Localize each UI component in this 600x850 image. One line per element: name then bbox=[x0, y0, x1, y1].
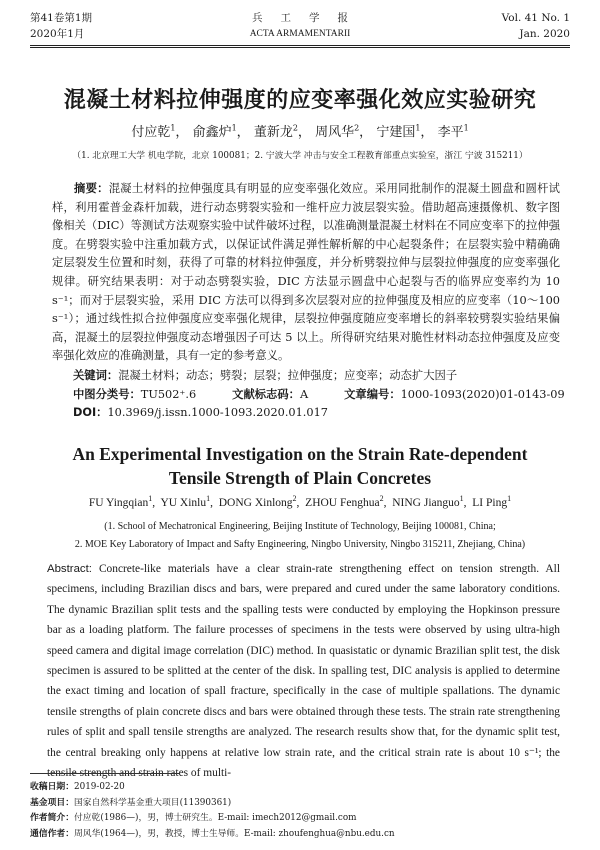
author: FU Yingqian$^1$ bbox=[88, 494, 153, 509]
footnote-received: 收稿日期：2019-02-20 bbox=[30, 782, 125, 792]
classification-line bbox=[73, 386, 565, 404]
articleno-value: 1000-1093(2020)01-0143-09 bbox=[400, 388, 565, 401]
affiliation-en-2: 2. MOE Key Laboratory of Impact and Safty Engineering, Ningbo University, Ningbo 315211, Zhejiang, China) bbox=[74, 539, 526, 550]
title-en bbox=[0, 442, 600, 490]
doccode-label: 文献标志码： bbox=[232, 388, 300, 401]
affiliation-en-1: (1. School of Mechatronical Engineering, Beijing Institute of Technology, Beijing 100081, China; bbox=[104, 521, 496, 532]
author: 李平$^1$ bbox=[437, 123, 469, 140]
author: ZHOU Fenghua$^2$ bbox=[305, 494, 384, 509]
journal-name-en: ACTA ARMAMENTARII bbox=[249, 29, 351, 39]
author: 董新龙$^2$ bbox=[253, 123, 298, 140]
authors-zh: 付应乾$^1$， 俞鑫炉$^1$， 董新龙$^2$， 周风华$^2$， 宁建国$^1$， 李平$^1$ bbox=[131, 123, 469, 140]
abstract-text-zh: 混凝土材料的拉伸强度具有明显的应变率强化效应。采用同批制作的混凝土圆盘和圆杆试样，利用霍普金森杆加载，进行动态劈裂实验和一维杆应力波层裂实验。借助超高速摄像机、数字图像相关（DIC）等测试方法观察实验中试件破坏过程，以准确测量混凝土材料在不同应变率下的拉伸强度。在劈裂实验中注重加载方式，以保证试件满足弹性解析解的中心起裂条件；在层裂实验中精确确定层裂发生位置和时刻，获得了可靠的材料拉伸强度，并分析劈裂拉伸与层裂拉伸强度的应变率强化规律。研究结果表明：对于动态劈裂实验，DIC 方法显示圆盘中心起裂与否的临界应变率约为 10 s⁻¹；而对于层裂实验，采用 DIC 方法可以得到多次层裂对应的拉伸强度及相应的应变率（10～100 s⁻¹）；通过线性拟合拉伸强度应变率强化规律，层裂拉伸强度随应变率增长的斜率较劈裂实验结果偏高，混凝土的层裂拉伸强度动态增强因子可达 5 以上。所得研究结果对脆性材料动态拉伸强度及应变率强化效应的准确测量，具有一定的参考意义。 bbox=[52, 182, 560, 363]
footnote-author: 作者简介：付应乾(1986—)，男，博士研究生。E-mail: imech2012@gmail.com bbox=[30, 813, 357, 823]
doccode-value: A bbox=[299, 388, 309, 401]
running-header bbox=[30, 10, 570, 44]
issue-date: 2020年1月 bbox=[30, 28, 85, 40]
header-rule bbox=[30, 45, 570, 46]
author: 俞鑫炉$^1$ bbox=[192, 123, 237, 140]
clc-value: TU502⁺.6 bbox=[140, 388, 197, 401]
clc-label: 中图分类号： bbox=[73, 388, 141, 401]
abstract-label-en: Abstract: bbox=[47, 563, 92, 575]
keywords-zh bbox=[73, 367, 560, 385]
articleno-label: 文章编号： bbox=[344, 388, 401, 401]
journal-name-zh: 兵工学报 bbox=[252, 12, 366, 24]
abstract-label-zh: 摘要： bbox=[74, 182, 109, 195]
journal-name bbox=[30, 10, 570, 42]
affiliation-zh: （1. 北京理工大学 机电学院，北京 100081；2. 宁波大学 冲击与安全工程教育部重点实验室，浙江 宁波 315211） bbox=[72, 151, 528, 161]
author: NING Jianguo$^1$ bbox=[392, 494, 464, 509]
author: DONG Xinlong$^2$ bbox=[218, 494, 297, 509]
footnotes bbox=[30, 780, 570, 842]
author: 宁建国$^1$ bbox=[376, 123, 421, 140]
abstract-zh bbox=[52, 180, 560, 366]
keywords-text: 混凝土材料；动态；劈裂；层裂；拉伸强度；应变率；动态扩大因子 bbox=[118, 369, 458, 382]
volume-issue: 第41卷第1期 bbox=[30, 12, 93, 24]
abstract-en bbox=[47, 559, 560, 783]
author: YU Xinlu$^1$ bbox=[160, 494, 211, 509]
author: 周风华$^2$ bbox=[315, 123, 360, 140]
keywords-label: 关键词： bbox=[73, 369, 119, 382]
title-zh: 混凝土材料拉伸强度的应变率强化效应实验研究 bbox=[63, 87, 537, 113]
title-en-line1: An Experimental Investigation on the Strain Rate-dependent bbox=[72, 444, 528, 464]
author: LI Ping$^1$ bbox=[472, 494, 512, 509]
doi-value: 10.3969/j.issn.1000-1093.2020.01.017 bbox=[107, 406, 328, 419]
doi-label: DOI： bbox=[73, 406, 108, 419]
issue-date-en: Jan. 2020 bbox=[519, 28, 570, 40]
affiliation-en bbox=[0, 518, 600, 554]
abstract-text-en: Concrete-like materials have a clear strain-rate strengthening effect on tension strength. All specimens, including Brazilian discs and bars, were prepared and cured under the same laboratory conditions. The dynamic Brazilian split tests and the spalling tests were conducted by employing the Hopkinson pressure bar as a loading platform. The failure processes of specimens in the tests were observed by using ultra-high speed camera and digital image correlation (DIC) method. In quasistatic or dynamic Brazilian split test, the disk specimen is assured to be splitted at the center of the disk. In spalling test, DIC analysis is applied to determine the exact timing and location of spall fracture, specifically in the case of multiple spallations. The dynamic tensile strengths of plain concrete discs and bars were obtained through these tests. The strain rate strengthening rules of split and spall tensile strengths are analyzed. The research results show that, for the dynamic split test, the central breaking only happens at relative low strain rate, and the critical strain rate is about 10 s⁻¹; the tensile strength and strain rates of multi- bbox=[47, 563, 560, 780]
footnote-funding: 基金项目：国家自然科学基金重大项目(11390361) bbox=[30, 797, 232, 808]
header-rule-thin bbox=[30, 47, 570, 48]
volume-issue-en: Vol. 41 No. 1 bbox=[501, 12, 570, 24]
title-en-line2: Tensile Strength of Plain Concretes bbox=[168, 468, 432, 488]
author: 付应乾$^1$ bbox=[131, 123, 176, 140]
authors-en: FU Yingqian$^1$, YU Xinlu$^1$, DONG Xinlong$^2$, ZHOU Fenghua$^2$, NING Jianguo$^1$, LI Ping$^1$ bbox=[88, 494, 512, 509]
footnote-corresponding: 通信作者：周风华(1964—)，男，教授，博士生导师。E-mail: zhoufenghua@nbu.edu.cn bbox=[30, 828, 395, 839]
footnote-rule bbox=[30, 773, 180, 774]
journal-issue-en bbox=[502, 10, 570, 42]
doi-line bbox=[73, 404, 560, 422]
